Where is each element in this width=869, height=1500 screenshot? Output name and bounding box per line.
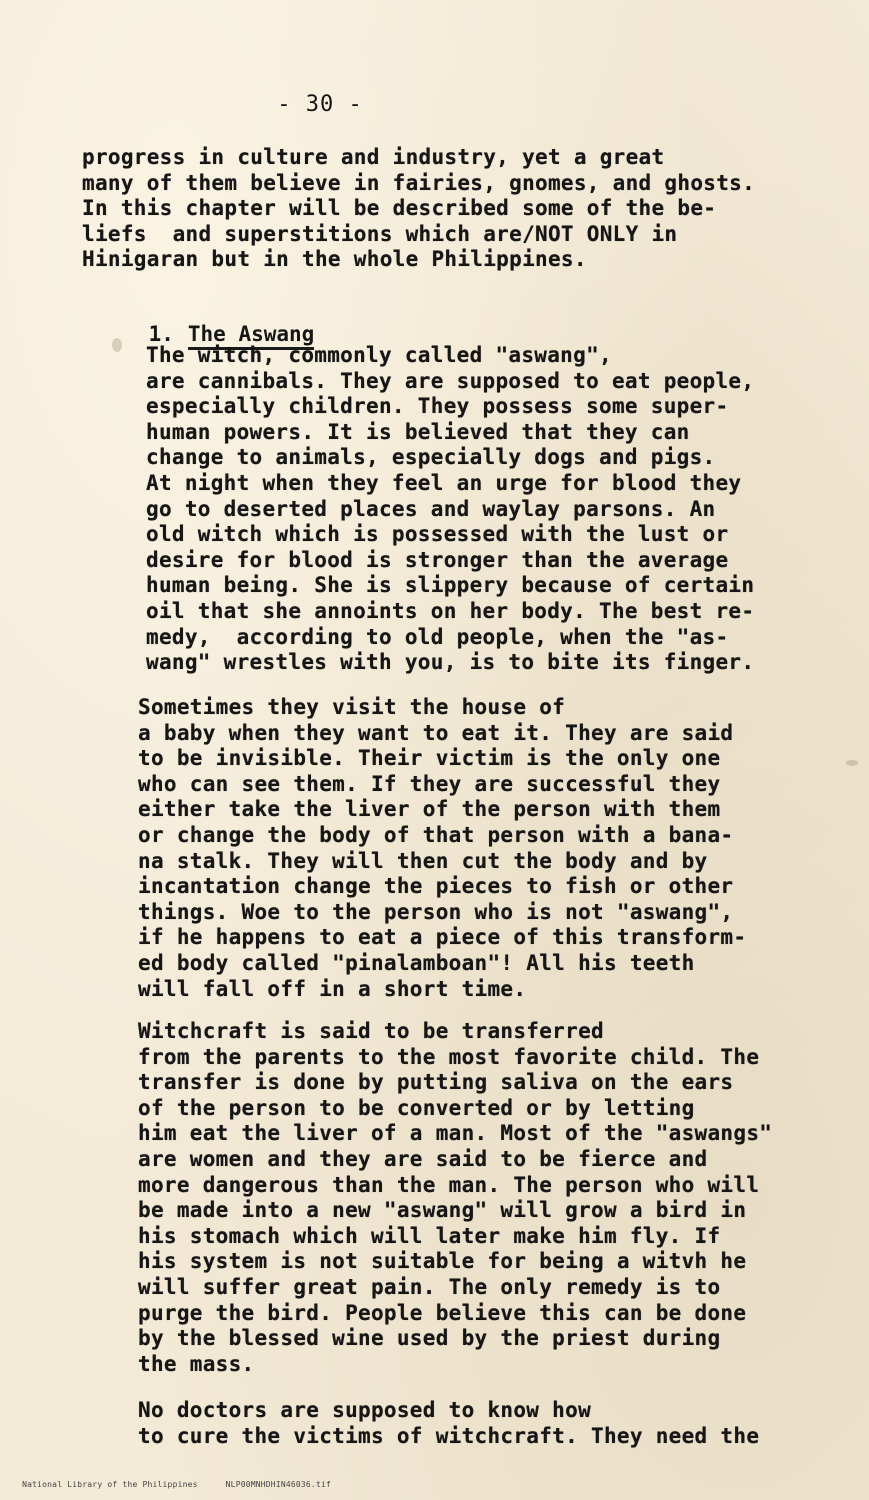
intro-paragraph: progress in culture and industry, yet a great many of them believe in fairies, gnomes, and ghosts. In this chapter will be described some of the be- liefs and superstitions which are/NOT ONLY in Hinigaran but in the whole Philippines. — [82, 145, 756, 272]
section-title: The Aswang — [188, 322, 314, 350]
footer-file-name: NLP00MNHDHIN46036.tif — [225, 1480, 332, 1489]
scan-footer — [2, 1471, 331, 1498]
footer-library-name: National Library of the Philippines — [22, 1480, 198, 1489]
page-number: - 30 - — [277, 92, 363, 117]
paragraph-1: The witch, commonly called "aswang", are cannibals. They are supposed to eat people, especially children. They possess some super- human powers. It is believed that they can change to animals, especially dogs and pigs. At night when they feel an urge for blood they go to deserted places and waylay parsons. An old witch which is possessed with the lust or desire for blood is stronger than the average human being. She is slippery because of certain oil that she annoints on her body. The best re- medy, according to old people, when the "as- wang" wrestles with you, is to bite its finger. — [146, 343, 755, 675]
paragraph-3: Witchcraft is said to be transferred from the parents to the most favorite child. The transfer is done by putting saliva on the ears of the person to be converted or by letting him eat the liver of a man. Most of the "aswangs" are women and they are said to be fierce and more dangerous than the man. The person who will be made into a new "aswang" will grow a bird in his stomach which will later make him fly. If his system is not suitable for being a witvh he will suffer great pain. The only remedy is to purge the bird. People believe this can be done by the blessed wine used by the priest during the mass. — [138, 1019, 773, 1376]
section-number: 1. — [148, 322, 174, 346]
ink-smudge-mark — [846, 760, 858, 766]
ink-smudge-mark — [112, 338, 122, 352]
paragraph-4: No doctors are supposed to know how to cure the victims of witchcraft. They need the — [138, 1398, 760, 1448]
paragraph-2: Sometimes they visit the house of a baby when they want to eat it. They are said to be invisible. Their victim is the only one who can see them. If they are successful they either take the liver of the person with them or change the body of that person with a bana- na stalk. They will then cut the body and by incantation change the pieces to fish or other things. Woe to the person who is not "aswang", if he happens to eat a piece of this transform- ed body called "pinalamboan"! All his teeth will fall off in a short time. — [138, 695, 747, 1001]
